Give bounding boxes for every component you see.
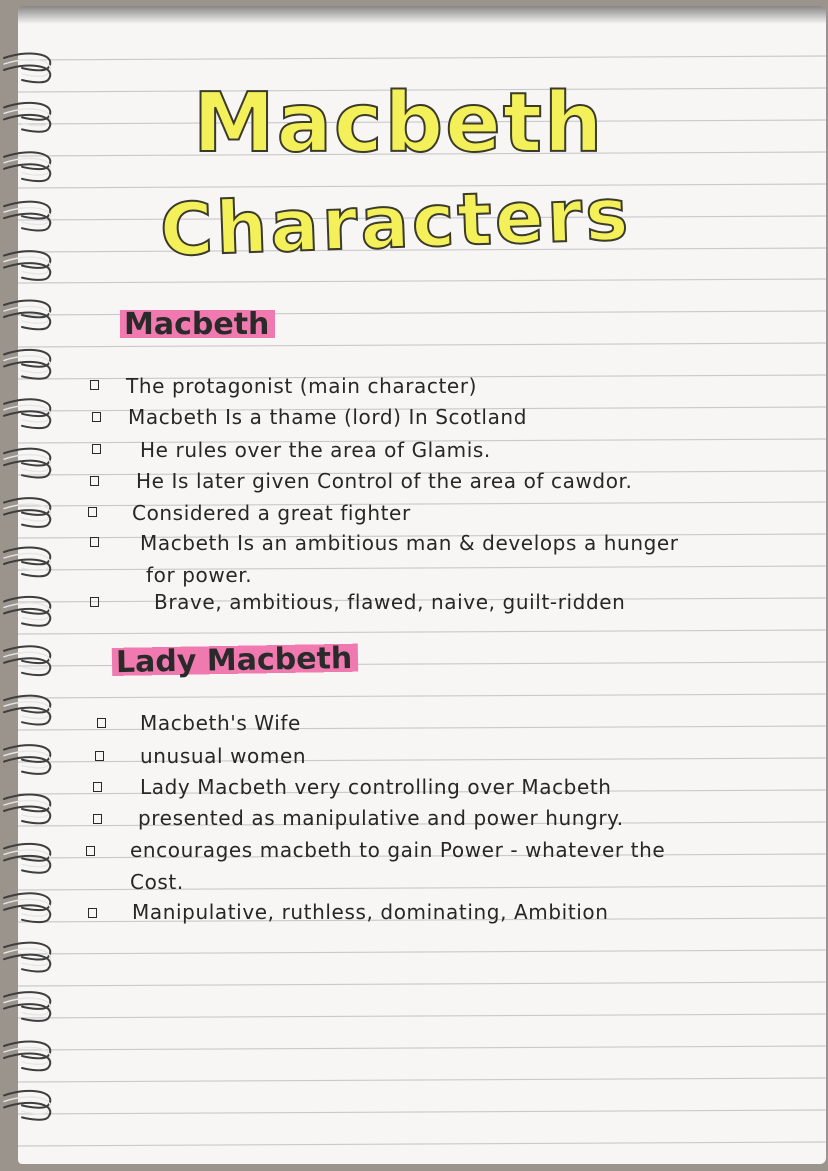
- checkbox-bullet: [90, 537, 99, 547]
- page-title-line-2: Characters: [158, 171, 633, 273]
- checkbox-bullet: [93, 814, 102, 824]
- list-item-continuation: Cost.: [130, 870, 184, 894]
- spiral-ring: [4, 312, 50, 329]
- checkbox-bullet: [90, 380, 99, 390]
- section-heading-lady-macbeth: Lady Macbeth: [112, 641, 359, 680]
- spiral-ring: [4, 955, 50, 972]
- spiral-ring: [4, 461, 50, 478]
- checkbox-bullet: [88, 507, 97, 517]
- spiral-ring: [4, 757, 50, 774]
- checkbox-bullet: [86, 846, 95, 856]
- section-heading-macbeth: Macbeth: [120, 307, 275, 342]
- spiral-ring: [4, 65, 50, 82]
- list-item: encourages macbeth to gain Power - whatever the: [130, 838, 666, 862]
- page-top-shadow: [18, 6, 826, 24]
- spiral-ring: [4, 411, 50, 428]
- spiral-ring: [4, 1004, 50, 1021]
- spiral-ring: [4, 115, 50, 132]
- spiral-ring: [4, 658, 50, 675]
- checkbox-bullet: [88, 908, 97, 918]
- spiral-ring: [4, 609, 50, 626]
- page-title-line-1: Macbeth: [193, 76, 605, 171]
- checkbox-bullet: [92, 412, 101, 422]
- list-item: Manipulative, ruthless, dominating, Ambition: [132, 900, 609, 924]
- list-item: Considered a great fighter: [132, 501, 411, 525]
- spiral-ring: [4, 856, 50, 873]
- spiral-ring: [4, 362, 50, 379]
- checkbox-bullet: [97, 718, 106, 728]
- checkbox-bullet: [90, 597, 99, 607]
- list-item-continuation: for power.: [146, 563, 253, 587]
- spiral-ring: [4, 214, 50, 231]
- list-item: The protagonist (main character): [126, 374, 478, 398]
- list-item: Lady Macbeth very controlling over Macbeth: [140, 775, 612, 799]
- checkbox-bullet: [92, 444, 101, 454]
- checkbox-bullet: [95, 751, 104, 761]
- list-item: Brave, ambitious, flawed, naive, guilt-ridden: [154, 590, 626, 614]
- list-item: Macbeth Is an ambitious man & develops a hunger: [140, 531, 679, 555]
- spiral-ring: [4, 263, 50, 280]
- spiral-ring: [4, 559, 50, 576]
- spiral-ring: [4, 164, 50, 181]
- spiral-ring: [4, 708, 50, 725]
- list-item: presented as manipulative and power hungry.: [138, 806, 624, 830]
- spiral-ring: [4, 905, 50, 922]
- list-item: unusual women: [140, 744, 307, 768]
- spiral-ring: [4, 510, 50, 527]
- list-item: Macbeth's Wife: [140, 711, 301, 735]
- checkbox-bullet: [93, 782, 102, 792]
- spiral-ring: [4, 806, 50, 823]
- list-item: He Is later given Control of the area of cawdor.: [136, 469, 633, 493]
- spiral-ring: [4, 1053, 50, 1070]
- list-item: He rules over the area of Glamis.: [140, 438, 491, 462]
- spiral-binding: [0, 0, 70, 1171]
- list-item: Macbeth Is a thame (lord) In Scotland: [128, 405, 527, 429]
- checkbox-bullet: [90, 476, 99, 486]
- spiral-ring: [4, 1103, 50, 1120]
